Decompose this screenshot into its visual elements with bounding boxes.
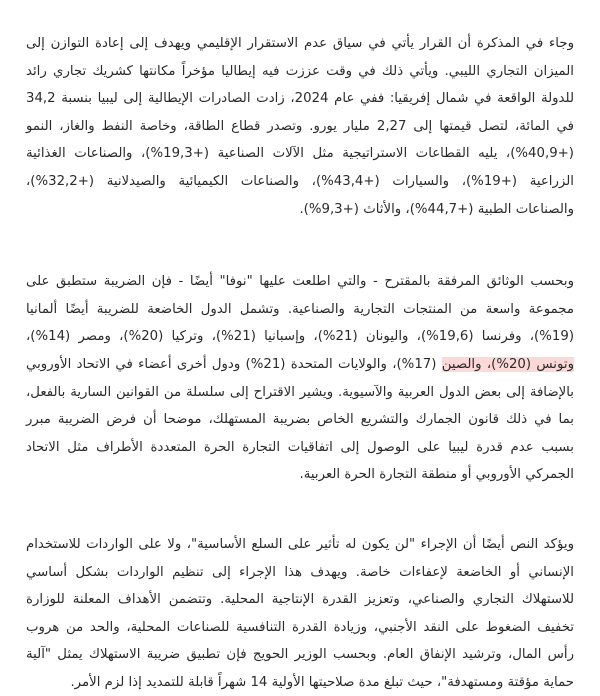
highlighted-text: وتونس (20%)، والصين [441, 356, 574, 372]
paragraph-1: وجاء في المذكرة أن القرار يأتي في سياق عدم الاستقرار الإقليمي ويهدف إلى إعادة التوازن إلى الميزان التجاري الليبي. ويأتي ذلك في وقت عززت فيه إيطاليا مؤخراً مكانتها كشريك تجاري رائد للدولة الواقعة في شمال إفريقيا: ففي عام 2024، زادت الصادرات الإيطالية إلى ليبيا بنسبة 34,2 في المائة، لتصل قيمتها إلى 2,27 مليار يورو. وتصدر قطاع الطاقة، وخاصة النفط والغاز، النمو (+40,9%)، يليه القطاعات الاستراتيجية مثل الآلات الصناعية (+19,3%)، والصناعات الغذائية الزراعية (+19%)، والسيارات (+43,4%)، والصناعات الكيميائية والصيدلانية (+32,2%)، والصناعات الطبية (+44,7%)، والأثاث (+9,3%). [26, 36, 574, 217]
paragraph-2-text-start: وبحسب الوثائق المرفقة بالمقترح - والتي اطلعت عليها "نوفا" أيضًا - فإن الضريبة ستطبق على مجموعة واسعة من المنتجات التجارية والصناعية. وتشمل الدول الخاضعة للضريبة أيضًا ألمانيا (19%)، وفرنسا (19,6%)، واليونان (21%)، وإسبانيا (21%)، وتركيا (20%)، ومصر (14%)، [26, 274, 575, 345]
paragraph-2-text-end: (17%)، والولايات المتحدة (21%) ودول أخرى أعضاء في الاتحاد الأوروبي بالإضافة إلى بعض الدول العربية والآسيوية. ويشير الاقتراح إلى سلسلة من القوانين السارية بالفعل، بما في ذلك قانون الجمارك والتشريع الخاص بضريبة المستهلك، موضحا أن فرض الضريبة مبرر بسبب عدم قدرة ليبيا على الوصول إلى اتفاقيات التجارة الحرة المتعددة الأطراف مثل الاتحاد الجمركي الأوروبي أو منطقة التجارة الحرة العربية. [26, 356, 574, 483]
paragraph-gap [26, 223, 574, 268]
paragraph-3: ويؤكد النص أيضًا أن الإجراء "لن يكون له تأثير على السلع الأساسية"، ولا على الواردات للاستخدام الإنساني أو الخاضعة لإعفاءات خاصة. ويهدف هذا الإجراء إلى تنظيم الواردات بشكل أساسي للاستهلاك التجاري والصناعي، وتعزيز القدرة الإنتاجية المحلية. وتتضمن الأهداف المعلنة للوزارة تخفيف الضغوط على النقد الأجنبي، وزيادة القدرة التنافسية للصناعات المحلية، والحد من هروب رأس المال، وترشيد الإنفاق العام. وبحسب الوزير الحويج فإن تطبيق ضريبة الاستهلاك يمثل "آلية حماية مؤقتة ومستهدفة"، حيث تبلغ مدة صلاحيتها الأولية 14 شهراً قابلة للتمديد إذا لزم الأمر. [26, 536, 574, 690]
paragraph-gap [26, 489, 574, 531]
paragraph-2 [26, 268, 574, 489]
